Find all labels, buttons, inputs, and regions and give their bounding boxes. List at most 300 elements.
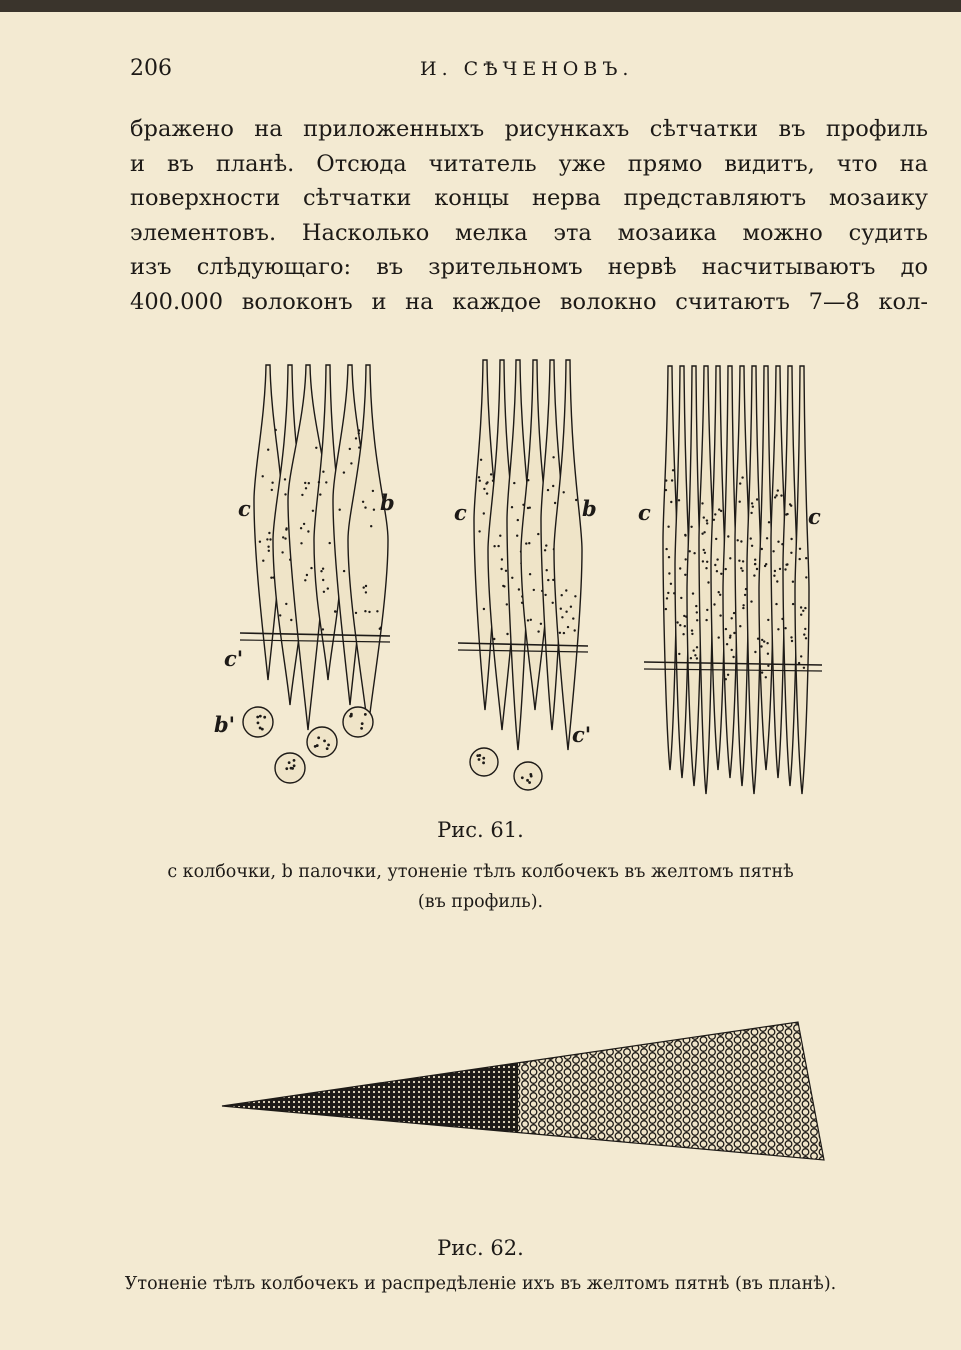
retina-profile-drawing (210, 350, 840, 810)
granule (476, 754, 479, 757)
granule (493, 545, 495, 547)
granule (803, 667, 805, 669)
granule (752, 506, 754, 508)
granule (322, 471, 324, 473)
granule (767, 653, 769, 655)
granule (288, 761, 291, 764)
granule (552, 456, 554, 458)
granule (706, 522, 708, 524)
granule (696, 619, 698, 621)
granule (706, 561, 708, 563)
granule (702, 560, 704, 562)
granule (767, 665, 769, 667)
granule (350, 713, 353, 716)
granule (750, 600, 752, 602)
granule (528, 781, 531, 784)
granule (259, 715, 262, 718)
granule (322, 628, 324, 630)
granule (738, 560, 740, 562)
page-number: 206 (130, 56, 172, 81)
granule (527, 479, 529, 481)
granule (565, 611, 567, 613)
granule (529, 573, 531, 575)
granule (544, 594, 546, 596)
granule (305, 487, 307, 489)
granule (544, 549, 546, 551)
granule (742, 607, 744, 609)
granule (358, 429, 360, 431)
granule (486, 492, 488, 494)
granule (327, 587, 329, 589)
nucleus (343, 707, 373, 737)
granule (791, 640, 793, 642)
granule (725, 678, 727, 680)
figure-61-title: Рис. 61. (437, 818, 524, 842)
granule (751, 545, 753, 547)
granule (561, 616, 563, 618)
granule (715, 538, 717, 540)
granule (733, 612, 735, 614)
granule (285, 527, 287, 529)
granule (560, 608, 562, 610)
granule (269, 538, 271, 540)
granule (266, 538, 268, 540)
granule (739, 501, 741, 503)
granule (737, 539, 739, 541)
granule (786, 513, 788, 515)
granule (312, 510, 314, 512)
granule (284, 493, 286, 495)
granule (671, 479, 673, 481)
granule (800, 614, 802, 616)
granule (754, 563, 756, 565)
granule (365, 585, 367, 587)
figure-61-illustration (210, 350, 840, 810)
granule (766, 642, 768, 644)
granule (285, 603, 287, 605)
granule (358, 432, 360, 434)
granule (307, 530, 309, 532)
page-header (130, 56, 930, 86)
granule (563, 632, 565, 634)
label-c-prime-left: c' (224, 646, 244, 671)
granule (364, 610, 366, 612)
nucleus (307, 727, 337, 757)
granule (320, 570, 322, 572)
granule (707, 581, 709, 583)
granule (727, 674, 729, 676)
granule (322, 568, 324, 570)
figure-61-caption (0, 857, 961, 917)
granule (364, 506, 366, 508)
granule (279, 614, 281, 616)
granule (725, 568, 727, 570)
granule (362, 501, 364, 503)
figure-62-caption: Утоненіе тѣлъ колбочекъ и распредѣленіе ихъ въ желтомъ пятнѣ (въ планѣ). (124, 1274, 837, 1294)
label-cones-right-b: c (808, 504, 821, 529)
granule (263, 716, 266, 719)
granule (300, 542, 302, 544)
granule (766, 537, 768, 539)
granule (492, 480, 494, 482)
granule (694, 654, 696, 656)
granule (792, 603, 794, 605)
granule (804, 628, 806, 630)
granule (751, 502, 753, 504)
granule (784, 627, 786, 629)
granule (547, 579, 549, 581)
granule (701, 502, 703, 504)
granule (326, 747, 329, 750)
granule (682, 633, 684, 635)
granule (713, 519, 715, 521)
text-line: поверхности сѣтчатки концы нерва представляютъ мозаику (130, 185, 928, 211)
granule (705, 619, 707, 621)
granule (685, 558, 687, 560)
granule (733, 632, 735, 634)
figure-62-illustration (218, 1010, 838, 1190)
granule (790, 538, 792, 540)
granule (310, 567, 312, 569)
text-line: бражено на приложенныхъ рисункахъ сѣтчатки въ профиль (130, 116, 928, 142)
granule (301, 494, 303, 496)
granule (527, 619, 529, 621)
granule (533, 589, 535, 591)
granule (262, 560, 264, 562)
granule (528, 542, 530, 544)
granule (665, 479, 667, 481)
granule (506, 633, 508, 635)
granule (740, 540, 742, 542)
granule (741, 476, 743, 478)
granule (318, 481, 320, 483)
granule (680, 597, 682, 599)
granule (777, 628, 779, 630)
granule (526, 779, 529, 782)
granule (718, 591, 720, 593)
granule (516, 535, 518, 537)
granule (525, 542, 527, 544)
granule (767, 619, 769, 621)
granule (768, 521, 770, 523)
granule (322, 579, 324, 581)
granule (665, 608, 667, 610)
granule (690, 526, 692, 528)
granule (478, 758, 481, 761)
granule (529, 773, 532, 776)
label-rods-middle: b (582, 496, 597, 521)
granule (575, 499, 577, 501)
granule (268, 532, 270, 534)
granule (483, 512, 485, 514)
granule (789, 503, 791, 505)
granule (802, 610, 804, 612)
granule (271, 482, 273, 484)
granule (668, 572, 670, 574)
text-line: и въ планѣ. Отсюда читатель уже прямо видитъ, что на (130, 150, 928, 177)
granule (741, 570, 743, 572)
granule (290, 767, 293, 770)
granule (368, 611, 370, 613)
label-c-prime-middle: c' (572, 722, 592, 747)
granule (667, 526, 669, 528)
granule (537, 533, 539, 535)
granule (323, 591, 325, 593)
granule (800, 655, 802, 657)
granule (554, 502, 556, 504)
granule (262, 475, 264, 477)
granule (772, 550, 774, 552)
granule (705, 567, 707, 569)
granule (480, 459, 482, 461)
granule (561, 594, 563, 596)
granule (666, 597, 668, 599)
granule (574, 629, 576, 631)
granule (256, 716, 259, 719)
granule (537, 630, 539, 632)
granule (731, 649, 733, 651)
granule (696, 657, 698, 659)
granule (365, 591, 367, 593)
granule (696, 646, 698, 648)
granule (329, 542, 331, 544)
granule (343, 570, 345, 572)
granule (784, 568, 786, 570)
granule (270, 577, 272, 579)
granule (693, 649, 695, 651)
granule (716, 558, 718, 560)
granule (750, 512, 752, 514)
granule (360, 727, 363, 730)
granule (572, 617, 574, 619)
granule (676, 621, 678, 623)
granule (761, 639, 763, 641)
granule (739, 482, 741, 484)
granule (284, 537, 286, 539)
granule (547, 489, 549, 491)
granule (293, 759, 296, 762)
label-cones-middle: c (454, 500, 467, 525)
granule (259, 541, 261, 543)
granule (552, 485, 554, 487)
granule (271, 489, 273, 491)
granule (703, 549, 705, 551)
granule (713, 603, 715, 605)
granule (559, 632, 561, 634)
granule (763, 640, 765, 642)
granule (678, 499, 680, 501)
granule (506, 603, 508, 605)
granule (478, 530, 480, 532)
granule (505, 570, 507, 572)
granule (499, 535, 501, 537)
granule (574, 595, 576, 597)
granule (696, 611, 698, 613)
granule (485, 482, 487, 484)
granule (790, 636, 792, 638)
granule (775, 494, 777, 496)
granule (750, 537, 752, 539)
granule (665, 548, 667, 550)
granule (670, 501, 672, 503)
granule (530, 619, 532, 621)
granule (267, 546, 269, 548)
granule (719, 594, 721, 596)
nucleus (514, 762, 542, 790)
granule (742, 560, 744, 562)
granule (511, 506, 513, 508)
granule (744, 594, 746, 596)
granule (308, 482, 310, 484)
granule (261, 728, 264, 731)
granule (704, 552, 706, 554)
granule (565, 589, 567, 591)
scan-edge (0, 0, 961, 12)
granule (701, 533, 703, 535)
figure-61-caption-line1: c колбочки, b палочки, утоненіе тѣлъ колбочекъ въ желтомъ пятнѣ (167, 862, 794, 882)
granule (684, 534, 686, 536)
granule (483, 488, 485, 490)
granule (804, 607, 806, 609)
granule (672, 469, 674, 471)
granule (285, 767, 288, 770)
granule (719, 614, 721, 616)
granule (319, 493, 321, 495)
granule (364, 713, 367, 716)
granule (293, 764, 296, 767)
granule (267, 449, 269, 451)
granule (483, 608, 485, 610)
granule (779, 568, 781, 570)
granule (799, 558, 801, 560)
granule (327, 743, 330, 746)
label-cones-left: c (238, 496, 251, 521)
granule (703, 516, 705, 518)
body-paragraph (130, 112, 928, 319)
granule (518, 588, 520, 590)
granule (777, 541, 779, 543)
granule (567, 626, 569, 628)
granule (350, 462, 352, 464)
granule (703, 531, 705, 533)
granule (303, 523, 305, 525)
granule (720, 510, 722, 512)
granule (805, 576, 807, 578)
granule (714, 513, 716, 515)
figure-61-caption-line2: (въ профиль). (417, 892, 544, 912)
granule (727, 535, 729, 537)
granule (361, 722, 364, 725)
granule (725, 628, 727, 630)
granule (275, 429, 277, 431)
label-b-prime: b' (214, 712, 236, 737)
text-line: изъ слѣдующаго: въ зрительномъ нервѣ насчитываютъ до (130, 254, 928, 280)
granule (349, 448, 351, 450)
granule (805, 557, 807, 559)
granule (760, 645, 762, 647)
granule (376, 610, 378, 612)
granule (334, 610, 336, 612)
granule (300, 527, 302, 529)
granule (490, 473, 492, 475)
granule (500, 568, 502, 570)
granule (521, 776, 524, 779)
granule (732, 656, 734, 658)
text-line: элементовъ. Насколько мелка эта мозаика можно судить (130, 219, 928, 246)
granule (691, 633, 693, 635)
granule (739, 625, 741, 627)
granule (667, 592, 669, 594)
granule (339, 509, 341, 511)
granule (761, 671, 763, 673)
granule (714, 564, 716, 566)
granule (373, 509, 375, 511)
granule (800, 606, 802, 608)
granule (740, 567, 742, 569)
granule (805, 637, 807, 639)
granule (493, 638, 495, 640)
cone-mosaic (218, 1010, 838, 1190)
granule (716, 570, 718, 572)
granule (718, 636, 720, 638)
granule (777, 489, 779, 491)
granule (545, 544, 547, 546)
granule (731, 617, 733, 619)
granule (479, 480, 481, 482)
granule (670, 583, 672, 585)
granule (281, 551, 283, 553)
granule (706, 519, 708, 521)
figure-62-title: Рис. 62. (437, 1236, 524, 1260)
granule (501, 558, 503, 560)
granule (765, 676, 767, 678)
granule (691, 629, 693, 631)
granule (478, 476, 480, 478)
granule (304, 482, 306, 484)
granule (754, 651, 756, 653)
granule (527, 507, 529, 509)
label-rods-left: b (380, 490, 395, 515)
cell-body (554, 360, 582, 750)
granule (304, 579, 306, 581)
granule (776, 580, 778, 582)
granule (517, 519, 519, 521)
granule (513, 482, 515, 484)
granule (706, 609, 708, 611)
running-head: И. СѢЧЕНОВЪ. (420, 58, 634, 80)
granule (679, 624, 681, 626)
label-cones-right-a: c (638, 500, 651, 525)
granule (268, 550, 270, 552)
granule (684, 574, 686, 576)
granule (503, 585, 505, 587)
granule (511, 577, 513, 579)
granule (665, 489, 667, 491)
granule (355, 612, 357, 614)
granule (325, 481, 327, 483)
granule (563, 491, 565, 493)
granule (775, 603, 777, 605)
granule (693, 552, 695, 554)
granule (803, 633, 805, 635)
granule (729, 557, 731, 559)
granule (282, 536, 284, 538)
granule (774, 496, 776, 498)
granule (742, 604, 744, 606)
granule (290, 619, 292, 621)
granule (726, 643, 728, 645)
granule (355, 437, 357, 439)
